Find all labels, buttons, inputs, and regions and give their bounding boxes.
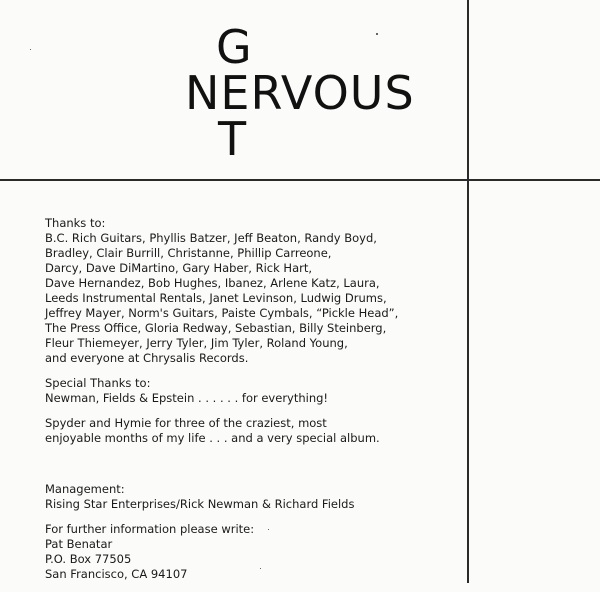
contact-line: San Francisco, CA 94107 (45, 567, 188, 581)
thanks-line: Fleur Thiemeyer, Jerry Tyler, Jim Tyler, Roland Young, (45, 336, 348, 350)
dust-speck (268, 529, 269, 530)
contact-line: Pat Benatar (45, 537, 113, 551)
thanks-line: B.C. Rich Guitars, Phyllis Batzer, Jeff Beaton, Randy Boyd, (45, 231, 377, 245)
credits-text (45, 216, 455, 592)
spyder-line: Spyder and Hymie for three of the craziest, most (45, 416, 327, 430)
thanks-line: Dave Hernandez, Bob Hughes, Ibanez, Arlene Katz, Laura, (45, 276, 380, 290)
thanks-line: and everyone at Chrysalis Records. (45, 351, 249, 365)
dust-speck (376, 33, 378, 35)
contact-heading: For further information please write: (45, 522, 255, 536)
thanks-line: Jeffrey Mayer, Norm's Guitars, Paiste Cymbals, “Pickle Head”, (45, 306, 399, 320)
thanks-heading: Thanks to: (45, 216, 106, 230)
spyder-line: enjoyable months of my life . . . and a very special album. (45, 431, 380, 445)
spyder-section (45, 416, 455, 446)
thanks-section (45, 216, 455, 366)
thanks-line: Bradley, Clair Burrill, Christanne, Phillip Carreone, (45, 246, 332, 260)
special-thanks-line: Newman, Fields & Epstein . . . . . . for everything! (45, 391, 329, 405)
horizontal-rule (0, 179, 600, 181)
management-section (45, 482, 455, 512)
contact-section (45, 522, 455, 582)
contact-line: P.O. Box 77505 (45, 552, 132, 566)
logo-letter-t: T (218, 112, 248, 166)
dust-speck (30, 49, 31, 50)
dust-speck (260, 568, 261, 569)
thanks-line: The Press Office, Gloria Redway, Sebastian, Billy Steinberg, (45, 321, 387, 335)
special-thanks-section (45, 376, 455, 406)
management-line: Rising Star Enterprises/Rick Newman & Richard Fields (45, 497, 355, 511)
logo-word-nervous: NERVOUS (185, 66, 415, 120)
thanks-line: Leeds Instrumental Rentals, Janet Levinson, Ludwig Drums, (45, 291, 387, 305)
management-heading: Management: (45, 482, 125, 496)
special-thanks-heading: Special Thanks to: (45, 376, 151, 390)
thanks-line: Darcy, Dave DiMartino, Gary Haber, Rick Hart, (45, 261, 313, 275)
logo-letter-g: G (216, 20, 253, 74)
vertical-rule (467, 0, 469, 583)
